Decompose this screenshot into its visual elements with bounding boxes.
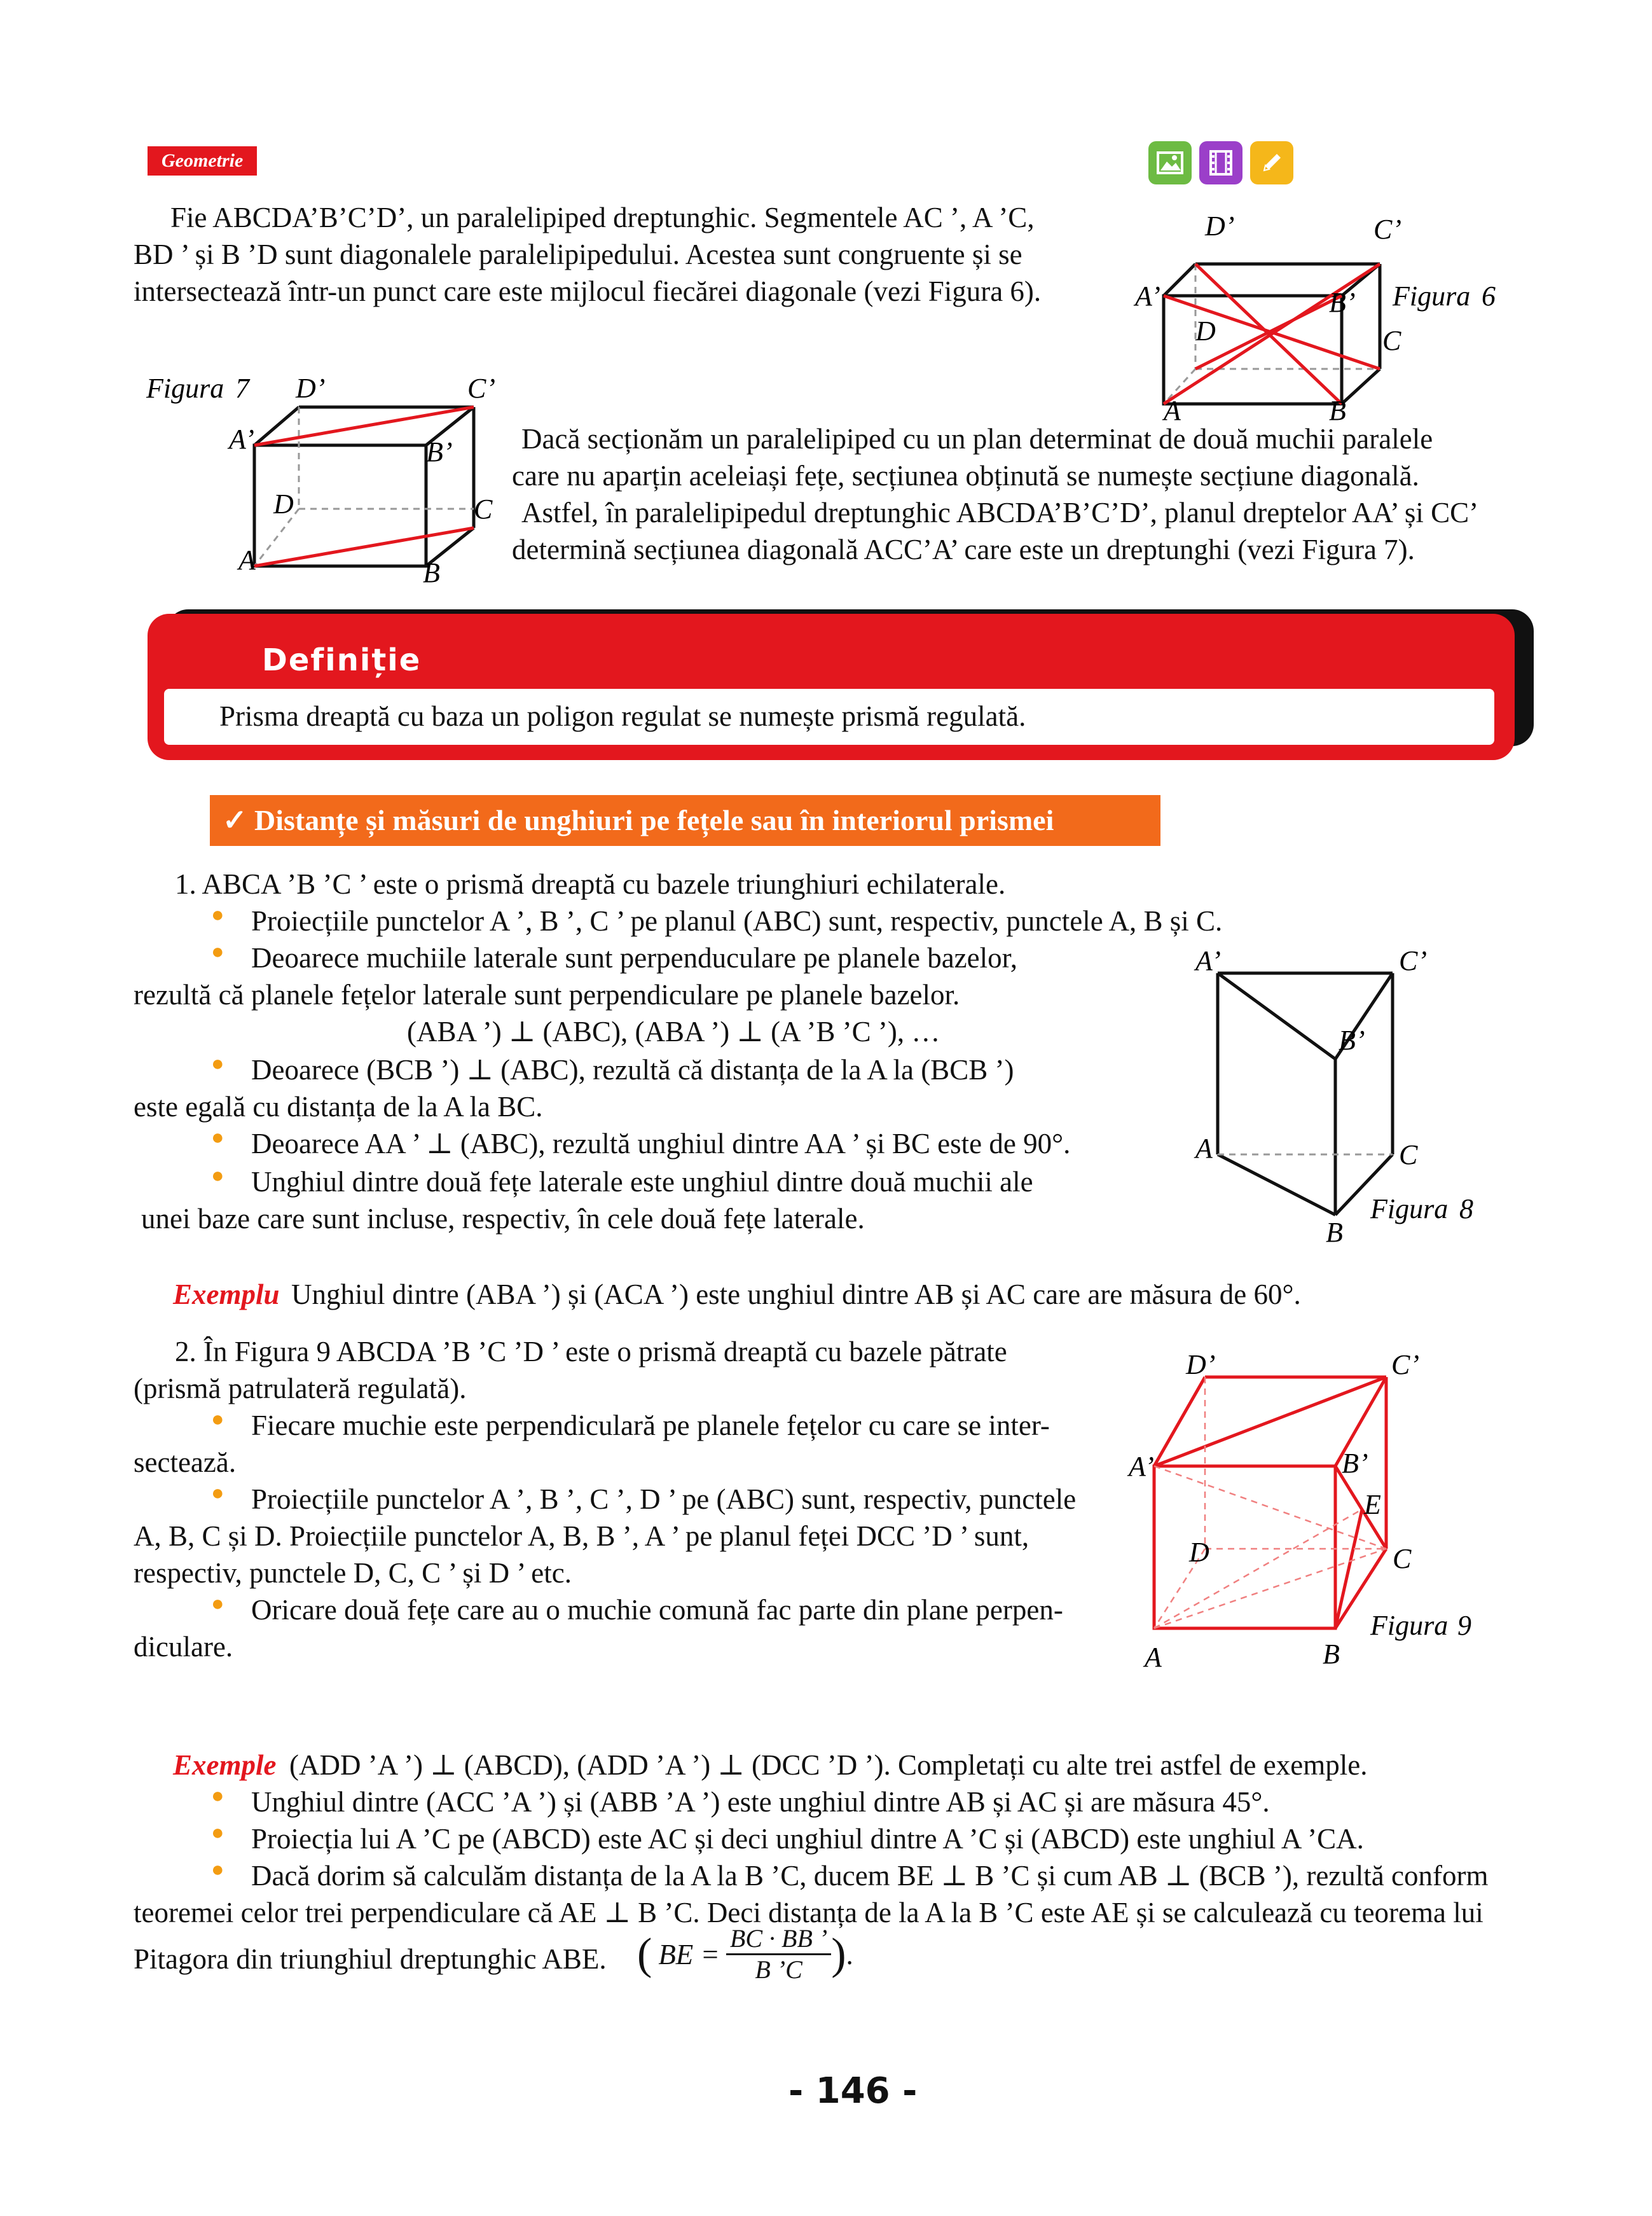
item1-title: 1. ABCA ’B ’C ’ este o prismă dreaptă cu bazele triunghiuri echilaterale. xyxy=(175,868,1006,900)
item1-bullet-2: Deoarece muchiile laterale sunt perpenduculare pe planele bazelor, xyxy=(251,942,1018,974)
item1-bullet-3: Deoarece (BCB ’) ⊥ (ABC), rezultă că distanța de la A la (BCB ’) xyxy=(251,1054,1014,1086)
example1-text: Unghiul dintre (ABA ’) și (ACA ’) este unghiul dintre AB și AC care are măsura de 60°. xyxy=(291,1278,1301,1310)
fig6-number: 6 xyxy=(1482,280,1496,312)
item2-bullet-3b: diculare. xyxy=(134,1631,233,1663)
examples2-bullet-3: Dacă dorim să calculăm distanța de la A la B ’C, ducem BE ⊥ B ’C și cum AB ⊥ (BCB ’), rezultă conform xyxy=(251,1860,1489,1892)
fig8-number: 8 xyxy=(1459,1193,1473,1224)
fig8-label-C1: C’ xyxy=(1399,945,1427,976)
intro-line-1: Fie ABCDA’B’C’D’, un paralelipiped dreptunghic. Segmentele AC ’, A ’C, xyxy=(170,202,1035,233)
example1-label: Exemplu xyxy=(173,1278,280,1310)
fig7-label-A1: A’ xyxy=(229,424,254,455)
examples2-bullet-1: Unghiul dintre (ACC ’A ’) și (ABB ’A ’) este unghiul dintre AB și AC și are măsura 45°. xyxy=(251,1786,1270,1818)
item2-bullet-1: Fiecare muchie este perpendiculară pe planele fețelor cu care se inter- xyxy=(251,1409,1050,1441)
diag-line-4: determină secțiunea diagonală ACC’A’ care este un dreptunghi (vezi Figura 7). xyxy=(512,534,1415,565)
formula-numerator: BC · BB ’ xyxy=(726,1924,831,1955)
intro-line-3: intersectează într-un punct care este mijlocul fiecărei diagonale (vezi Figura 6). xyxy=(134,275,1042,307)
fig6-label-D1: D’ xyxy=(1205,211,1235,242)
examples2-line-1: (ADD ’A ’) ⊥ (ABCD), (ADD ’A ’) ⊥ (DCC ’D ’). Completați cu alte trei astfel de exemple. xyxy=(289,1749,1368,1781)
bullet-icon: ● xyxy=(211,1858,224,1881)
fig6-label-B: B xyxy=(1329,395,1346,426)
item1-bullet-5b: unei baze care sunt incluse, respectiv, în cele două fețe laterale. xyxy=(141,1203,865,1235)
item2-bullet-3: Oricare două fețe care au o muchie comună fac parte din plane perpen- xyxy=(251,1594,1063,1626)
bullet-icon: ● xyxy=(211,1481,224,1505)
figure-7 xyxy=(143,372,512,588)
fig6-label-B1: B’ xyxy=(1329,287,1356,318)
definition-title: Definiție xyxy=(262,642,422,678)
formula-lhs: BE = xyxy=(658,1938,720,1970)
fig8-label-C: C xyxy=(1399,1139,1418,1170)
examples2-bullet-2: Proiecția lui A ’C pe (ABCD) este AC și deci unghiul dintre A ’C și (ABCD) este unghiul A ’CA. xyxy=(251,1823,1364,1855)
fig9-label-A1: A’ xyxy=(1129,1451,1154,1482)
fig9-label-C1: C’ xyxy=(1391,1349,1419,1380)
item2-bullet-1b: sectează. xyxy=(134,1446,237,1478)
figure-8 xyxy=(1183,945,1488,1259)
item2-bullet-2b: A, B, C și D. Proiecțiile punctelor A, B, B ’, A ’ pe planul feței DCC ’D ’ sunt, xyxy=(134,1520,1029,1552)
pencil-icon[interactable] xyxy=(1250,141,1293,184)
item1-bullet-1: Proiecțiile punctelor A ’, B ’, C ’ pe planul (ABC) sunt, respectiv, punctele A, B și C. xyxy=(251,905,1223,937)
fig7-label-B: B xyxy=(423,557,440,588)
intro-line-2: BD ’ și B ’D sunt diagonalele paralelipipedului. Acestea sunt congruente și se xyxy=(134,239,1022,270)
page-number: - 146 - xyxy=(788,2070,918,2112)
fig7-label-B1: B’ xyxy=(426,436,453,467)
bullet-icon: ● xyxy=(211,1592,224,1616)
figure-6 xyxy=(1135,210,1520,426)
fig9-caption: Figura xyxy=(1370,1610,1449,1641)
image-icon[interactable] xyxy=(1148,141,1192,184)
fig7-caption: Figura xyxy=(146,373,224,404)
diag-line-3: Astfel, în paralelipipedul dreptunghic ABCDA’B’C’D’, planul dreptelor AA’ și CC’ xyxy=(521,497,1479,529)
fig6-label-C1: C’ xyxy=(1373,214,1401,245)
bullet-icon: ● xyxy=(211,1126,224,1149)
fig8-label-A: A xyxy=(1195,1133,1213,1164)
fig8-label-A1: A’ xyxy=(1195,945,1221,976)
examples2-bullet-3c: Pitagora din triunghiul dreptunghic ABE. xyxy=(134,1943,607,1975)
examples2-label: Exemple xyxy=(173,1749,277,1781)
film-icon[interactable] xyxy=(1199,141,1242,184)
fig8-caption: Figura xyxy=(1370,1193,1449,1224)
examples2-bullet-3b: teoremei celor trei perpendiculare că AE ⊥ B ’C. Deci distanța de la A la B ’C este AE și se calculează cu teorema lui xyxy=(134,1897,1483,1929)
formula-fraction xyxy=(726,1924,831,1984)
item1-bullet-4: Deoarece AA ’ ⊥ (ABC), rezultă unghiul dintre AA ’ și BC este de 90°. xyxy=(251,1128,1071,1160)
bullet-icon: ● xyxy=(211,1408,224,1431)
bullet-icon: ● xyxy=(211,1164,224,1188)
fig9-label-C: C xyxy=(1393,1543,1412,1574)
item1-bullet-3b: este egală cu distanța de la A la BC. xyxy=(134,1091,543,1123)
fig8-label-B: B xyxy=(1326,1217,1343,1248)
fig6-label-D: D xyxy=(1195,315,1216,347)
fig9-number: 9 xyxy=(1457,1610,1471,1641)
fig9-label-E: E xyxy=(1364,1489,1381,1520)
fig7-label-C: C xyxy=(474,494,493,525)
fig7-label-D1: D’ xyxy=(296,373,326,404)
definition-text: Prisma dreaptă cu baza un poligon regulat se numește prismă regulată. xyxy=(219,700,1026,732)
formula-denominator: B ’C xyxy=(755,1955,802,1984)
fig9-label-D: D xyxy=(1189,1537,1209,1568)
fig9-label-A: A xyxy=(1145,1642,1162,1673)
item2-title: 2. În Figura 9 ABCDA ’B ’C ’D ’ este o prismă dreaptă cu bazele pătrate xyxy=(175,1336,1007,1368)
figure-9 xyxy=(1125,1348,1482,1692)
fig7-number: 7 xyxy=(235,373,249,404)
fig8-label-B1: B’ xyxy=(1339,1025,1365,1056)
bullet-icon: ● xyxy=(211,1784,224,1808)
bullet-icon: ● xyxy=(211,903,224,927)
fig6-label-A: A xyxy=(1164,395,1181,426)
fig6-caption: Figura xyxy=(1393,280,1471,312)
fig6-label-A1: A’ xyxy=(1135,280,1160,312)
fig9-label-B1: B’ xyxy=(1342,1448,1368,1479)
item2-bullet-2: Proiecțiile punctelor A ’, B ’, C ’, D ’ pe (ABC) sunt, respectiv, punctele xyxy=(251,1483,1077,1515)
bullet-icon: ● xyxy=(211,1052,224,1076)
fig7-label-A: A xyxy=(238,544,256,576)
item1-bullet-5: Unghiul dintre două fețe laterale este unghiul dintre două muchii ale xyxy=(251,1166,1033,1198)
subject-tag: Geometrie xyxy=(148,146,257,176)
fig9-label-D1: D’ xyxy=(1186,1349,1216,1380)
bullet-icon: ● xyxy=(211,940,224,964)
fig7-label-C1: C’ xyxy=(467,373,495,404)
section-title: ✓ Distanțe și măsuri de unghiuri pe fețele sau în interiorul prismei xyxy=(210,795,1160,846)
item1-bullet-2b: rezultă că planele fețelor laterale sunt perpendiculare pe planele bazelor. xyxy=(134,979,960,1011)
formula-be: ( BE = $\frac{BC \cdot BB ’}{B ’C}$ ) . xyxy=(637,1924,853,1984)
diag-line-1: Dacă secționăm un paralelipiped cu un plan determinat de două muchii paralele xyxy=(521,423,1433,455)
item1-equation: (ABA ’) ⊥ (ABC), (ABA ’) ⊥ (A ’B ’C ’), … xyxy=(407,1016,940,1048)
fig6-label-C: C xyxy=(1382,325,1401,356)
item2-bullet-2c: respectiv, punctele D, C, C ’ și D ’ etc. xyxy=(134,1557,572,1589)
fig7-label-D: D xyxy=(273,488,294,520)
fig9-label-B: B xyxy=(1323,1638,1340,1670)
item2-line-2: (prismă patrulateră regulată). xyxy=(134,1373,467,1404)
diag-line-2: care nu aparțin aceleiași fețe, secțiunea obținută se numește secțiune diagonală. xyxy=(512,460,1419,492)
bullet-icon: ● xyxy=(211,1821,224,1845)
